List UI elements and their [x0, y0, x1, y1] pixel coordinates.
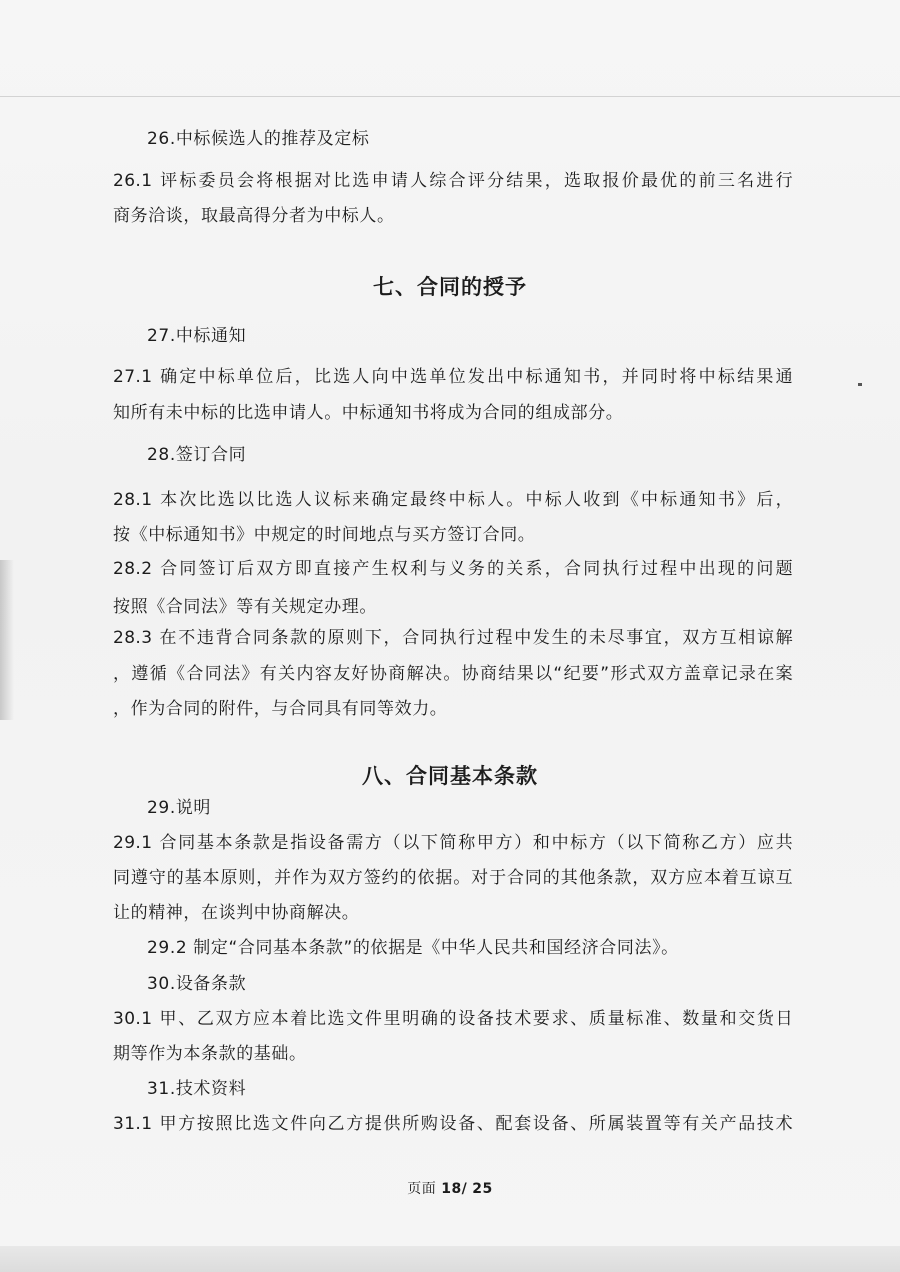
clause-heading-28: 28.签订合同: [147, 445, 247, 465]
clause-29-1-line-2: 同遵守的基本原则，并作为双方签约的依据。对于合同的其他条款，双方应本着互谅互: [113, 868, 793, 888]
clause-29-1-line-3: 让的精神，在谈判中协商解决。: [113, 903, 360, 923]
scan-mark: [858, 383, 862, 386]
scan-edge-artifact: [0, 560, 14, 720]
clause-27-1-line-1: 27.1 确定中标单位后，比选人向中选单位发出中标通知书，并同时将中标结果通: [113, 367, 793, 387]
clause-26-1-line-1: 26.1 评标委员会将根据对比选申请人综合评分结果，选取报价最优的前三名进行: [113, 171, 793, 191]
footer-page-total: 25: [472, 1181, 493, 1197]
clause-28-1-line-2: 按《中标通知书》中规定的时间地点与买方签订合同。: [113, 525, 536, 545]
clause-heading-31: 31.技术资料: [147, 1079, 247, 1099]
scan-line-artifact: [0, 96, 900, 97]
clause-27-1-line-2: 知所有未中标的比选申请人。中标通知书将成为合同的组成部分。: [113, 403, 624, 423]
clause-26-1-line-2: 商务洽谈，取最高得分者为中标人。: [113, 206, 395, 226]
page-footer: [0, 1178, 900, 1198]
clause-29-2: 29.2 制定“合同基本条款”的依据是《中华人民共和国经济合同法》。: [147, 938, 679, 958]
clause-28-3-line-2: ，遵循《合同法》有关内容友好协商解决。协商结果以“纪要”形式双方盖章记录在案: [113, 664, 793, 684]
section-heading-8: 八、合同基本条款: [362, 764, 538, 788]
clause-heading-27: 27.中标通知: [147, 326, 247, 346]
clause-heading-26: 26.中标候选人的推荐及定标: [147, 129, 370, 149]
clause-28-2-line-1: 28.2 合同签订后双方即直接产生权利与义务的关系，合同执行过程中出现的问题: [113, 559, 793, 579]
clause-30-1-line-1: 30.1 甲、乙双方应本着比选文件里明确的设备技术要求、质量标准、数量和交货日: [113, 1009, 793, 1029]
clause-28-1-line-1: 28.1 本次比选以比选人议标来确定最终中标人。中标人收到《中标通知书》后，: [113, 490, 793, 510]
scan-bottom-band: [0, 1246, 900, 1272]
clause-heading-29: 29.说明: [147, 798, 212, 818]
clause-28-3-line-3: ，作为合同的附件，与合同具有同等效力。: [113, 699, 448, 719]
footer-page-number: 18/: [441, 1181, 468, 1197]
clause-29-1-line-1: 29.1 合同基本条款是指设备需方（以下简称甲方）和中标方（以下简称乙方）应共: [113, 833, 793, 853]
clause-30-1-line-2: 期等作为本条款的基础。: [113, 1044, 307, 1064]
clause-28-3-line-1: 28.3 在不违背合同条款的原则下，合同执行过程中发生的未尽事宜，双方互相谅解: [113, 628, 793, 648]
section-heading-7: 七、合同的授予: [373, 275, 527, 299]
clause-heading-30: 30.设备条款: [147, 974, 247, 994]
clause-31-1-line-1: 31.1 甲方按照比选文件向乙方提供所购设备、配套设备、所属装置等有关产品技术: [113, 1114, 793, 1134]
footer-label: 页面: [407, 1181, 437, 1197]
clause-28-2-line-2: 按照《合同法》等有关规定办理。: [113, 597, 377, 617]
